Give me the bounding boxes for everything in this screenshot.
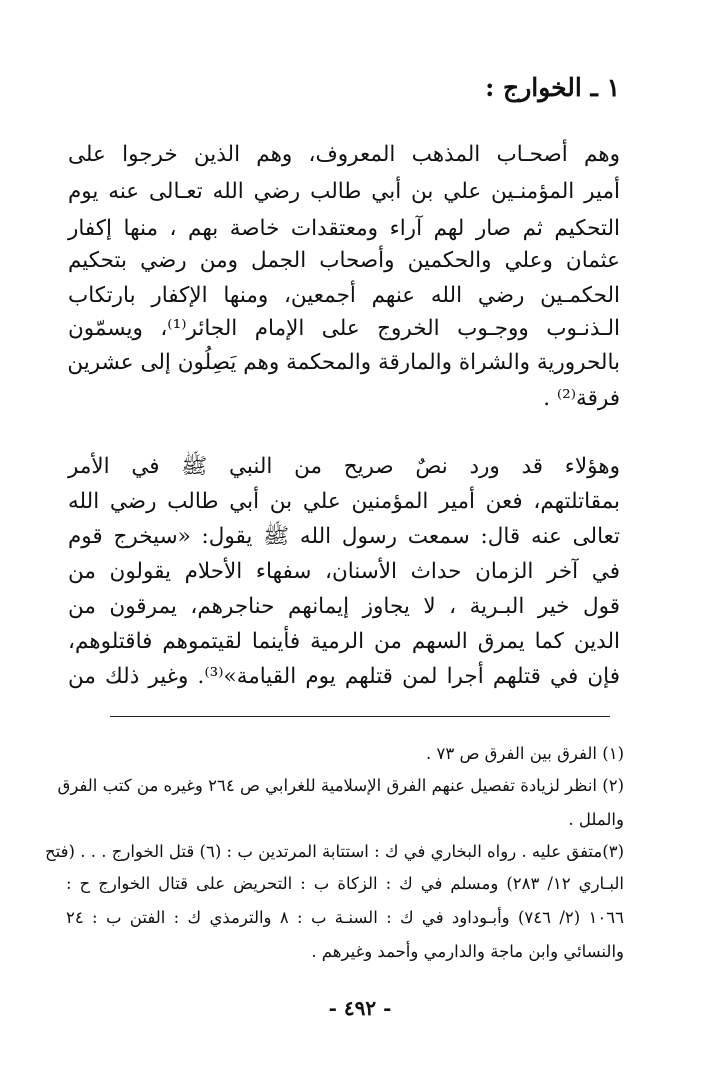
paragraph-1-line-4: عثمان وعلي والحكمين وأصحاب الجمل ومن رضي بتحكيم <box>68 248 620 273</box>
paragraph-1-line-1: وهم أصحـاب المذهب المعروف، وهم الذين خرجوا على <box>68 142 620 167</box>
footnote-divider <box>110 716 610 717</box>
section-heading: ١ ـ الخوارج : <box>485 73 620 102</box>
paragraph-1-line-2: أمير المؤمنـين علي بن أبي طالب رضي الله تعـالى عنه يوم <box>68 179 620 204</box>
page-number: - ٤٩٢ - <box>328 996 392 1020</box>
paragraph-2-line-6: الدين كما يمرق السهم من الرمية فأينما لقيتموهم فاقتلوهم، <box>68 629 620 654</box>
paragraph-2-line-7: فإن في قتلهم أجرا لمن قتلهم يوم القيامة»⁽³⁾. وغير ذلك من <box>68 664 621 689</box>
paragraph-1-line-8: فرقة⁽²⁾ . <box>543 386 620 411</box>
footnote-1: (١) الفرق بين الفرق ص ٧٣ . <box>425 744 624 763</box>
paragraph-2-line-2: بمقاتلتهم، فعن أمير المؤمنين علي بن أبي طالب رضي الله <box>68 489 620 514</box>
footnote-3-line-1: (٣)متفق عليه . رواه البخاري في ك : استتابة المرتدين ب : (٦) قتل الخوارج . . . (فتح <box>45 842 624 861</box>
paragraph-2-line-1: وهؤلاء قد ورد نصٌ صريح من النبي ﷺ في الأمر <box>68 454 620 479</box>
paragraph-1-line-3: التحكيم ثم صار لهم آراء ومعتقدات خاصة بهم ، منها إكفار <box>68 216 620 241</box>
footnote-3-line-4: والنسائي وابن ماجة والدارمي وأحمد وغيرهم . <box>311 942 624 961</box>
footnote-2-line-1: (٢) انظر لزيادة تفصيل عنهم الفرق الإسلامية للغرابي ص ٢٦٤ وغيره من كتب الفرق <box>57 776 624 795</box>
paragraph-2-line-5: قول خير البـرية ، لا يجاوز إيمانهم حناجرهم، يمرقون من <box>68 594 620 619</box>
footnote-2-line-2: والملل . <box>568 810 624 829</box>
footnote-3-line-3: ١٠٦٦ (٢/ ٧٤٦) وأبـوداود في ك : السنـة ب : ٨ والترمذي ك : الفتن ب : ٢٤ <box>66 908 624 927</box>
paragraph-1-line-5: الحكمـين رضي الله عنهم أجمعين، ومنها الإكفار بارتكاب <box>68 283 620 308</box>
paragraph-2-line-3: تعالى عنه قال: سمعت رسول الله ﷺ يقول: «سيخرج قوم <box>68 524 620 549</box>
paragraph-1-line-7: بالحرورية والشراة والمارقة والمحكمة وهم يَصِلُون إلى عشرين <box>67 350 620 375</box>
footnote-3-line-2: البـاري ١٢/ ٢٨٣) ومسلم في ك : الزكاة ب : التحريض على قتال الخوارج ح : <box>66 874 624 893</box>
paragraph-1-line-6: الـذنـوب ووجـوب الخروج على الإمام الجائر⁽¹⁾، ويسمّون <box>68 316 620 341</box>
paragraph-2-line-4: في آخر الزمان حداث الأسنان، سفهاء الأحلام يقولون من <box>68 559 620 584</box>
